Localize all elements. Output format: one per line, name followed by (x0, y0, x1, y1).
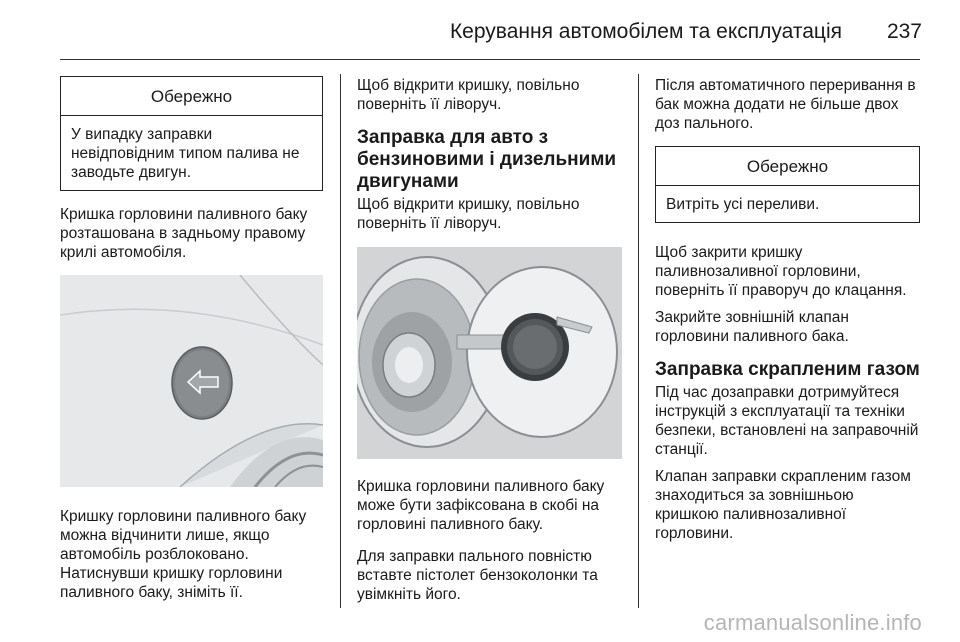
paragraph: Клапан заправки скрапленим газом знаходиться за зовнішньою кришкою паливнозаливної горловини. (655, 468, 911, 542)
section-heading: Заправка скрапленим газом (655, 359, 920, 380)
paragraph: Кришка горловини паливного баку може бути зафіксована в скобі на горловині паливного баку. (357, 478, 605, 533)
page-number: 237 (886, 20, 922, 43)
fuel-cap-illustration (357, 247, 622, 459)
warning-text: У випадку заправки невідповідним типом палива не заводьте двигун. (71, 126, 300, 181)
warning-title: Обережно (656, 147, 919, 186)
header-rule (60, 59, 920, 60)
warning-box (655, 146, 920, 223)
paragraph: Для заправки пального повністю вставте пістолет бензоколонки та увімкніть його. (357, 548, 598, 603)
paragraph: Кришку горловини паливного баку можна відчинити лише, якщо автомобіль розблоковано. Натиснувши кришку горловини паливного баку, зніміть її. (60, 508, 307, 601)
paragraph: Після автоматичного переривання в бак можна додати не більше двох доз пального. (655, 77, 916, 132)
section-heading: Заправка для авто з бензиновими і дизельними двигунами (357, 127, 617, 192)
column-3 (655, 76, 920, 556)
warning-text: Витріть усі переливи. (666, 196, 820, 213)
column-divider-2 (638, 74, 639, 608)
page-header (0, 0, 960, 60)
column-2 (357, 76, 622, 617)
watermark: carmanualsonline.info (703, 610, 922, 635)
fuel-door-illustration (60, 275, 323, 487)
paragraph: Щоб закрити кришку паливнозаливної горловини, поверніть її праворуч до клацання. (655, 244, 907, 299)
header-title: Керування автомобілем та експлуатація (449, 20, 842, 43)
column-1 (60, 76, 323, 615)
column-divider-1 (340, 74, 341, 608)
warning-title: Обережно (61, 77, 322, 116)
paragraph: Під час дозаправки дотримуйтеся інструкцій з експлуатації та техніки безпеки, встановлені на заправочній станції. (655, 384, 919, 458)
paragraph: Закрийте зовнішній клапан горловини паливного бака. (655, 309, 849, 345)
fuel-cap-drawing (357, 247, 622, 459)
fuel-door-drawing (60, 275, 323, 487)
paragraph: Щоб відкрити кришку, повільно поверніть її ліворуч. (357, 196, 580, 232)
warning-box (60, 76, 323, 191)
paragraph: Щоб відкрити кришку, повільно поверніть її ліворуч. (357, 77, 580, 113)
paragraph: Кришка горловини паливного баку розташована в задньому правому крилі автомобіля. (60, 206, 308, 261)
